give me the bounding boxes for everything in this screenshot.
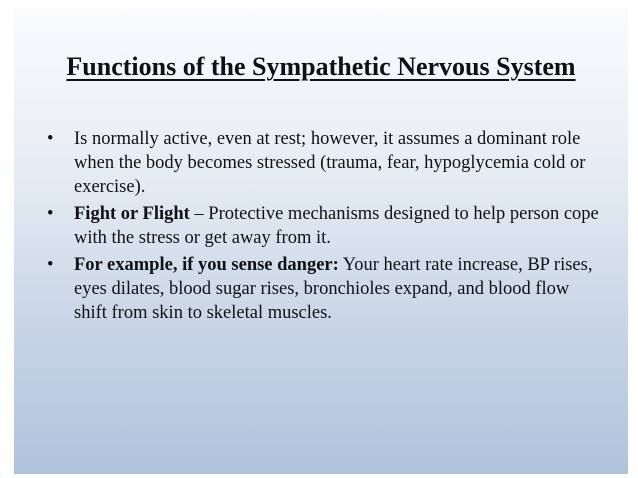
bullet-marker: •	[47, 204, 54, 224]
slide-title: Functions of the Sympathetic Nervous System	[66, 52, 576, 81]
bullet-item	[47, 127, 604, 199]
bullet-item	[47, 202, 604, 250]
bullet-text: Is normally active, even at rest; however, it assumes a dominant role when the body becomes stressed (trauma, fear, hypoglycemia cold or exercise).	[74, 129, 586, 197]
bullet-marker: •	[47, 255, 54, 275]
bullet-item	[47, 253, 604, 325]
bullet-bold-lead: For example, if you sense danger:	[74, 255, 339, 275]
bullet-marker: •	[47, 129, 54, 149]
bullet-text: Your heart rate increase, BP rises, eyes dilates, blood sugar rises, bronchioles expand, and blood flow shift from skin to skeletal muscles.	[74, 255, 593, 323]
bullet-text: – Protective mechanisms designed to help person cope with the stress or get away from it.	[74, 204, 599, 248]
slide	[14, 8, 628, 474]
bullet-list	[47, 127, 604, 328]
bullet-bold-lead: Fight or Flight	[74, 204, 190, 224]
